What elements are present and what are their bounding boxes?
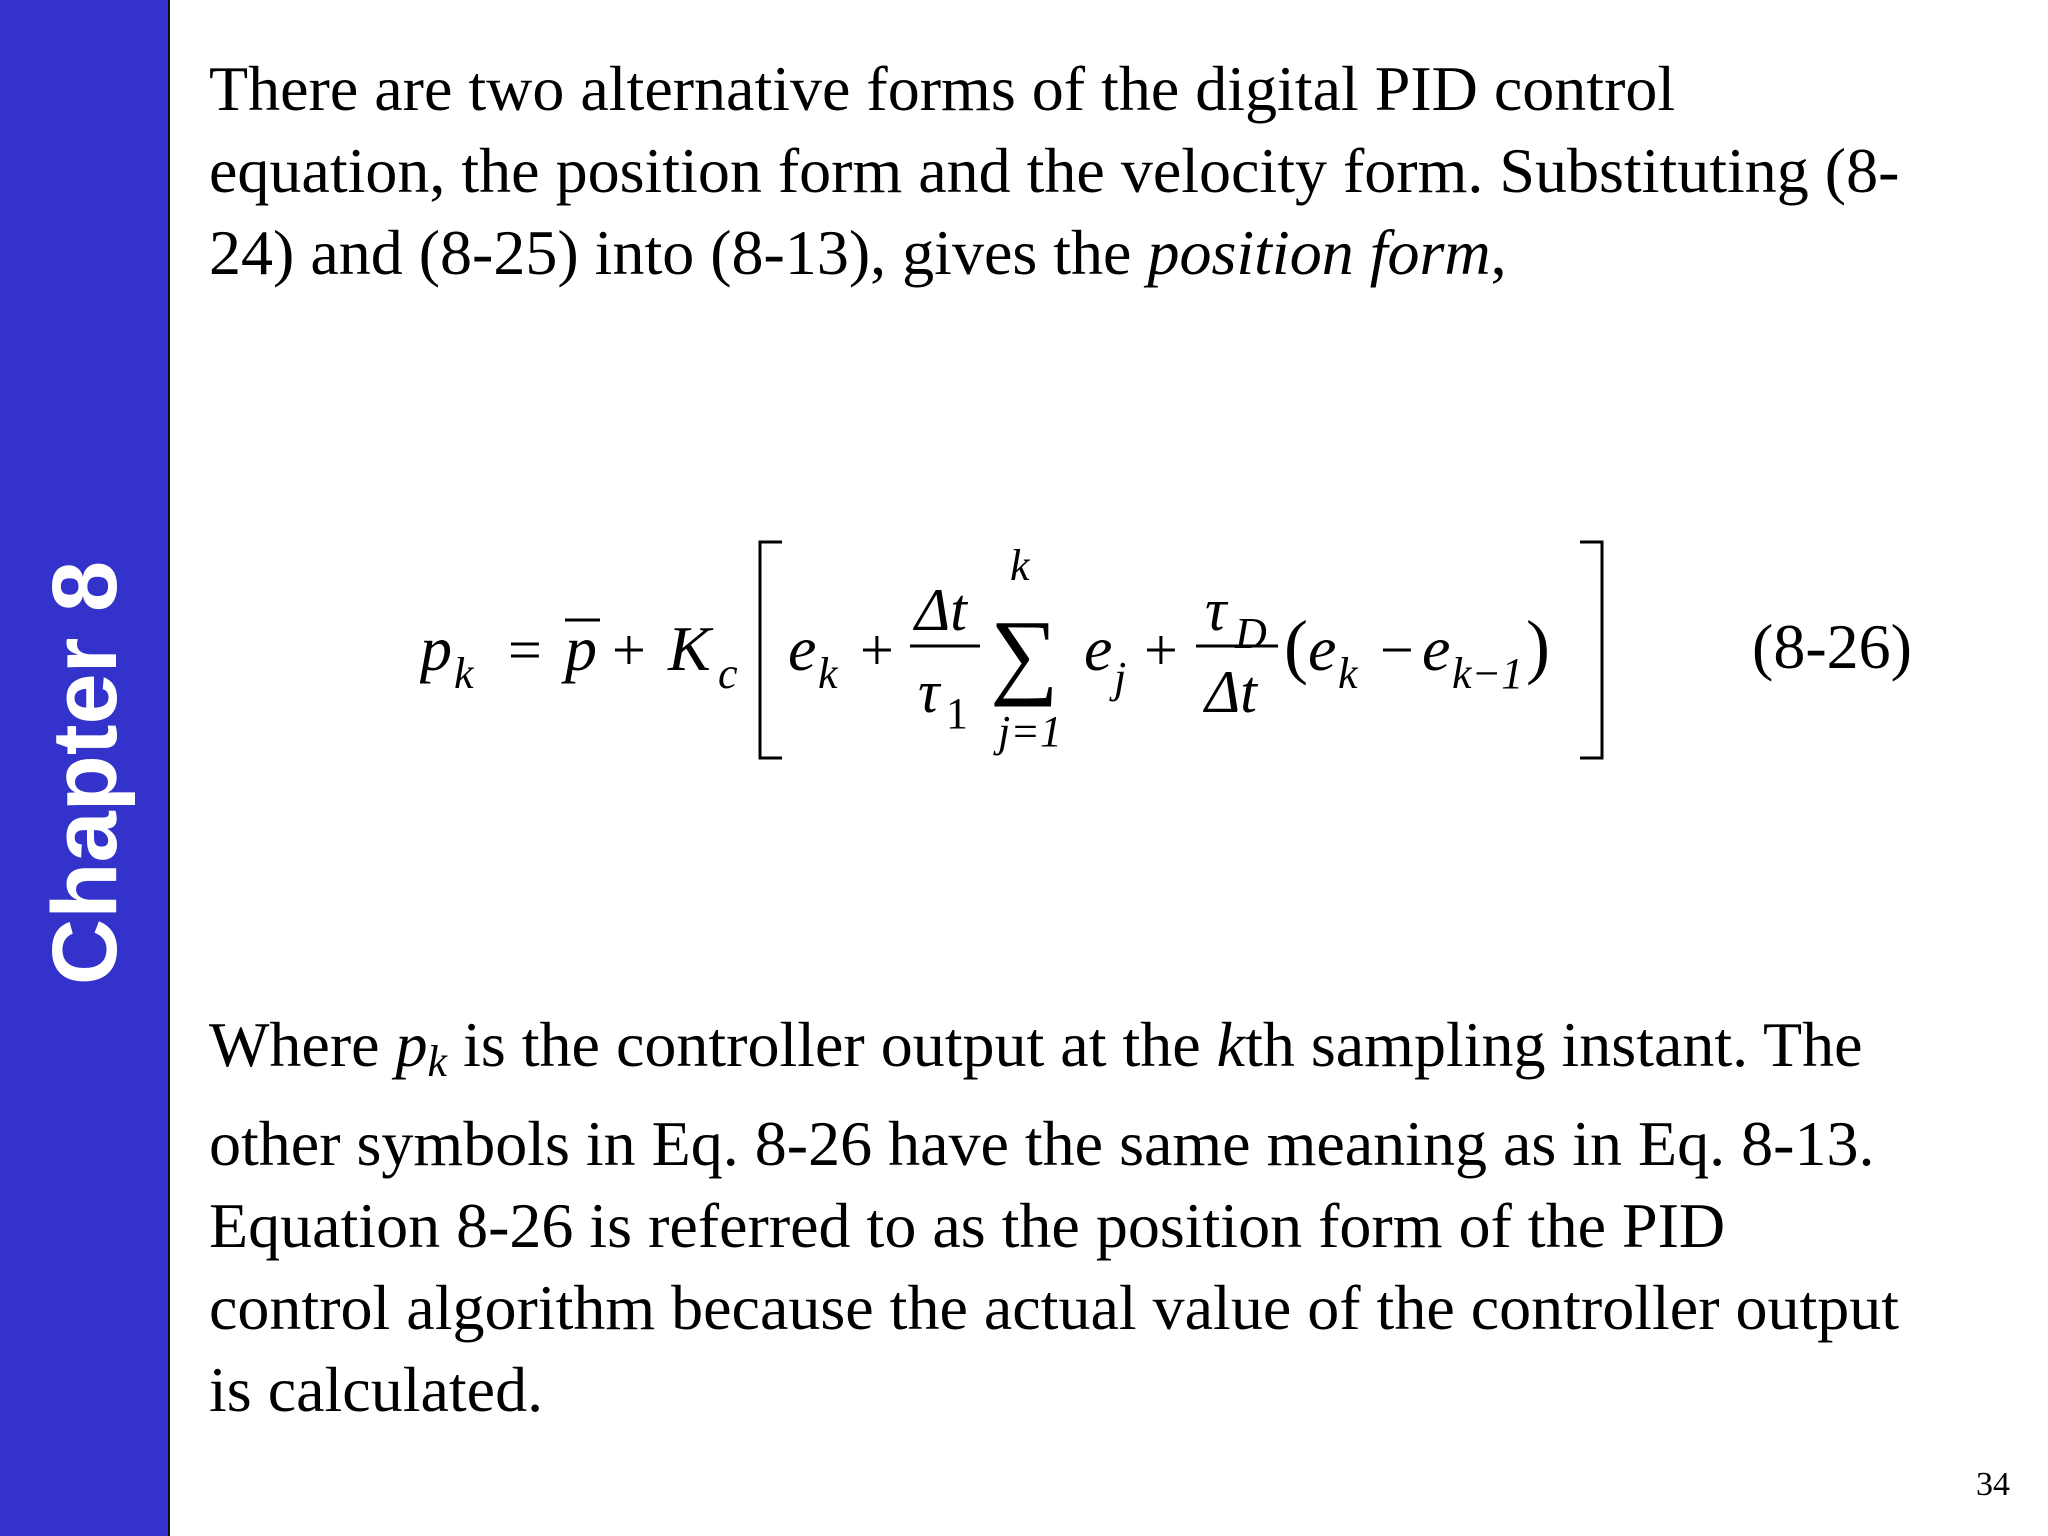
explanation-line-5: is calculated.	[209, 1354, 544, 1425]
eq-sum-upper: k	[1010, 541, 1030, 590]
eq-plus-2: +	[860, 617, 894, 683]
explanation-k: k	[1216, 1009, 1246, 1080]
explanation-p-sub: k	[427, 1037, 448, 1086]
eq-plus-3: +	[1144, 617, 1178, 683]
eq-frac2-num: τ	[1205, 577, 1227, 643]
eq-right-bracket	[1580, 542, 1602, 758]
eq-e-3-sub: k	[1338, 649, 1358, 698]
chapter-label: Chapter 8	[33, 560, 136, 986]
eq-gain-sub: c	[718, 649, 738, 698]
intro-line-3-suffix: ,	[1490, 217, 1507, 288]
chapter-sidebar	[0, 0, 170, 1536]
eq-lhs-p: p	[420, 613, 452, 684]
intro-line-3	[209, 217, 1507, 288]
eq-minus: −	[1380, 617, 1414, 683]
eq-sigma: ∑	[990, 600, 1059, 707]
explanation-p: p	[395, 1009, 428, 1080]
eq-open-paren: (	[1284, 606, 1308, 686]
eq-e-2-sub: j	[1114, 653, 1127, 702]
eq-frac1-den-sub: 1	[946, 689, 968, 738]
eq-lhs-sub: k	[454, 649, 474, 698]
eq-frac1-num: Δt	[915, 577, 967, 643]
eq-e-2: e	[1084, 613, 1113, 684]
eq-close-paren: )	[1526, 606, 1550, 686]
eq-e-1-sub: k	[818, 649, 838, 698]
eq-frac2-num-sub: D	[1235, 609, 1267, 658]
eq-sum-lower: j=1	[998, 707, 1062, 756]
eq-e-1: e	[788, 613, 817, 684]
explanation-line-4: control algorithm because the actual value of the controller output	[209, 1272, 1900, 1343]
eq-left-bracket	[760, 542, 782, 758]
eq-gain: K	[668, 613, 711, 684]
explanation-rest-b: th sampling instant. The	[1245, 1009, 1863, 1080]
eq-e-4-sub: k−1	[1452, 649, 1524, 698]
position-form-term: position form	[1147, 217, 1491, 288]
eq-e-3: e	[1308, 613, 1337, 684]
eq-frac1-den: τ	[918, 659, 940, 725]
equation-svg	[420, 530, 1710, 770]
equation-number: (8-26)	[1752, 611, 1912, 682]
intro-line-3-prefix: 24) and (8-25) into (8-13), gives the	[209, 217, 1148, 288]
chapter-label-rotator	[0, 0, 170, 1536]
explanation-line-2: other symbols in Eq. 8-26 have the same meaning as in Eq. 8-13.	[209, 1108, 1875, 1179]
page-number: 34	[1976, 1466, 2010, 1503]
eq-frac2-den: Δt	[1205, 659, 1257, 725]
explanation-rest-a: is the controller output at the	[447, 1009, 1217, 1080]
explanation-line-3: Equation 8-26 is referred to as the position form of the PID	[209, 1190, 1726, 1261]
explanation-paragraph	[209, 1004, 2039, 1431]
eq-equals: =	[508, 617, 542, 683]
explanation-where: Where	[209, 1009, 396, 1080]
equation-8-26	[420, 530, 1710, 770]
eq-pbar: p	[565, 613, 597, 684]
intro-line-2: equation, the position form and the velocity form. Substituting (8-	[209, 135, 1900, 206]
intro-line-1: There are two alternative forms of the digital PID control	[209, 53, 1676, 124]
eq-e-4: e	[1422, 613, 1451, 684]
explanation-line-1	[209, 1009, 1863, 1086]
intro-paragraph	[209, 48, 2039, 294]
eq-plus-1: +	[612, 617, 646, 683]
